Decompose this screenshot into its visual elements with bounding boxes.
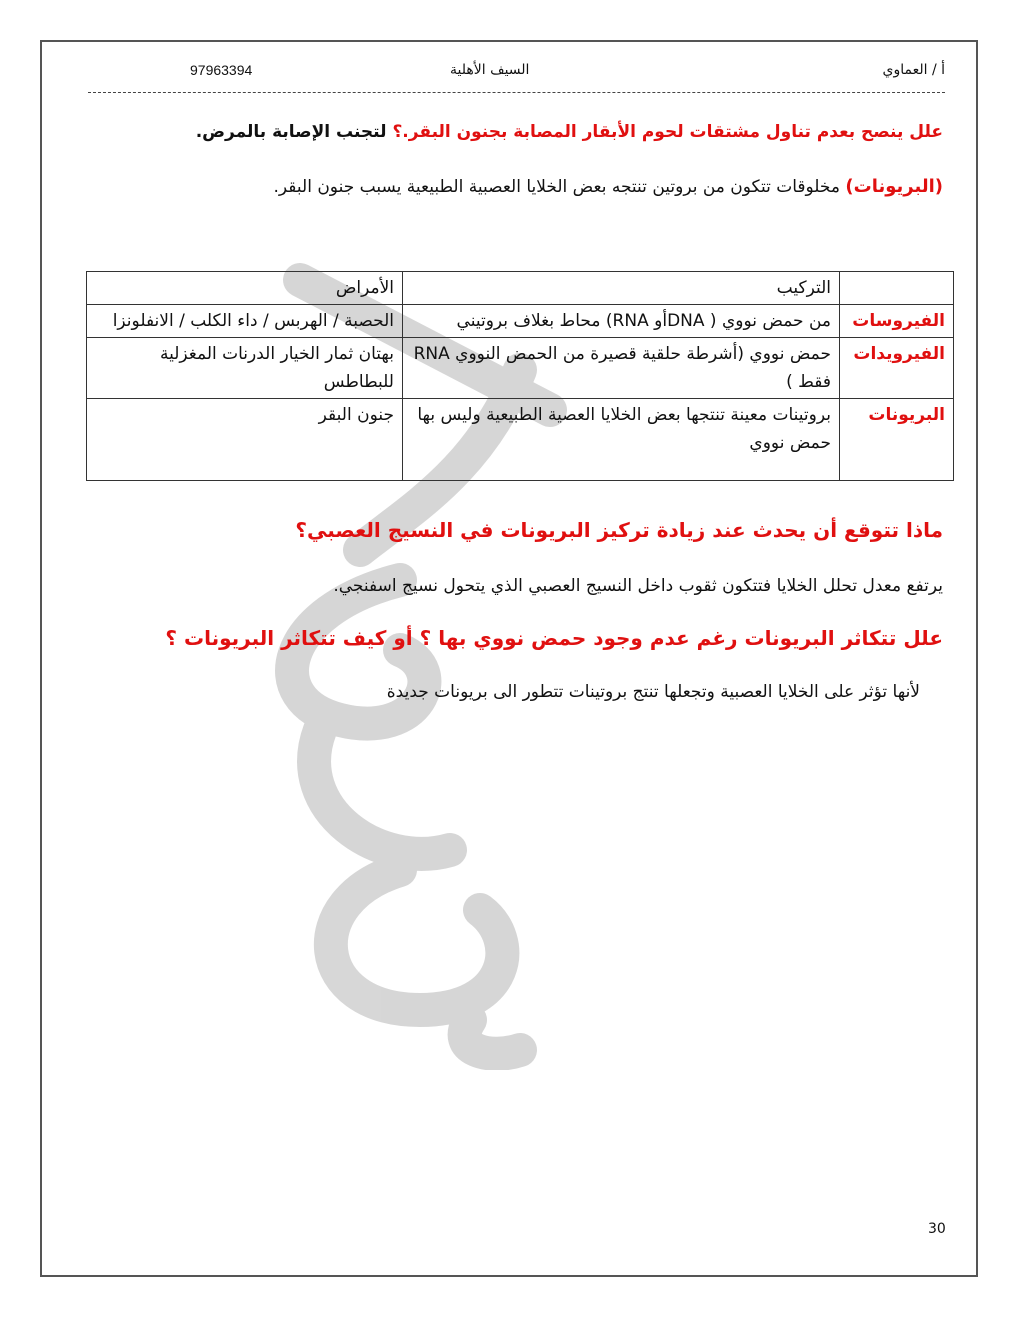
row-name: الفيروسات <box>840 305 954 338</box>
row-structure: من حمض نووي ( DNAأو RNA) محاط بغلاف بروتيني <box>403 305 840 338</box>
row-diseases: بهتان ثمار الخيار الدرنات المغزلية للبطاطس <box>87 338 403 399</box>
question-3: علل تتكاثر البريونات رغم عدم وجود حمض نووي بها ؟ أو كيف تتكاثر البريونات ؟ <box>165 626 943 650</box>
page-number: 30 <box>928 1221 946 1237</box>
question-1-prefix: علل <box>909 122 943 142</box>
header-divider <box>88 92 945 93</box>
definition-text: مخلوقات تتكون من بروتين تنتجه بعض الخلايا العصبية الطبيعية يسبب جنون البقر. <box>273 177 841 197</box>
answer-3: لأنها تؤثر على الخلايا العصبية وتجعلها تنتج بروتينات تتطور الى بريونات جديدة <box>386 682 920 702</box>
question-1-text: ينصح بعدم تناول مشتقات لحوم الأبقار المصابة بجنون البقر.؟ <box>392 122 904 142</box>
table-header-row <box>87 272 954 305</box>
question-1 <box>80 122 943 142</box>
row-diseases: جنون البقر <box>87 399 403 481</box>
row-name: البريونات <box>840 399 954 481</box>
question-2: ماذا تتوقع أن يحدث عند زيادة تركيز البريونات في النسيج العصبي؟ <box>295 518 943 542</box>
table-row <box>87 338 954 399</box>
header-cell-empty <box>840 272 954 305</box>
row-structure: بروتينات معينة تنتجها بعض الخلايا العصية الطبيعية وليس بها حمض نووي <box>403 399 840 481</box>
row-diseases: الحصبة / الهربس / داء الكلب / الانفلونزا <box>87 305 403 338</box>
question-1-answer: لتجنب الإصابة بالمرض. <box>195 122 387 142</box>
school-name: السيف الأهلية <box>450 62 530 78</box>
page-border <box>40 40 978 1277</box>
table-row <box>87 305 954 338</box>
page-header <box>90 62 945 84</box>
prion-definition <box>80 176 943 197</box>
row-structure: حمض نووي (أشرطة حلقية قصيرة من الحمض النووي RNA فقط ) <box>403 338 840 399</box>
teacher-name: أ / العماوي <box>882 62 945 78</box>
table-row <box>87 399 954 481</box>
answer-2: يرتفع معدل تحلل الخلايا فتتكون ثقوب داخل النسيج العصبي الذي يتحول نسيج اسفنجي. <box>333 576 943 596</box>
row-name: الفيرويدات <box>840 338 954 399</box>
header-cell-structure: التركيب <box>403 272 840 305</box>
header-cell-diseases: الأمراض <box>87 272 403 305</box>
comparison-table <box>86 271 954 481</box>
phone-number: 97963394 <box>190 62 253 78</box>
definition-term: (البريونات) <box>845 176 943 197</box>
